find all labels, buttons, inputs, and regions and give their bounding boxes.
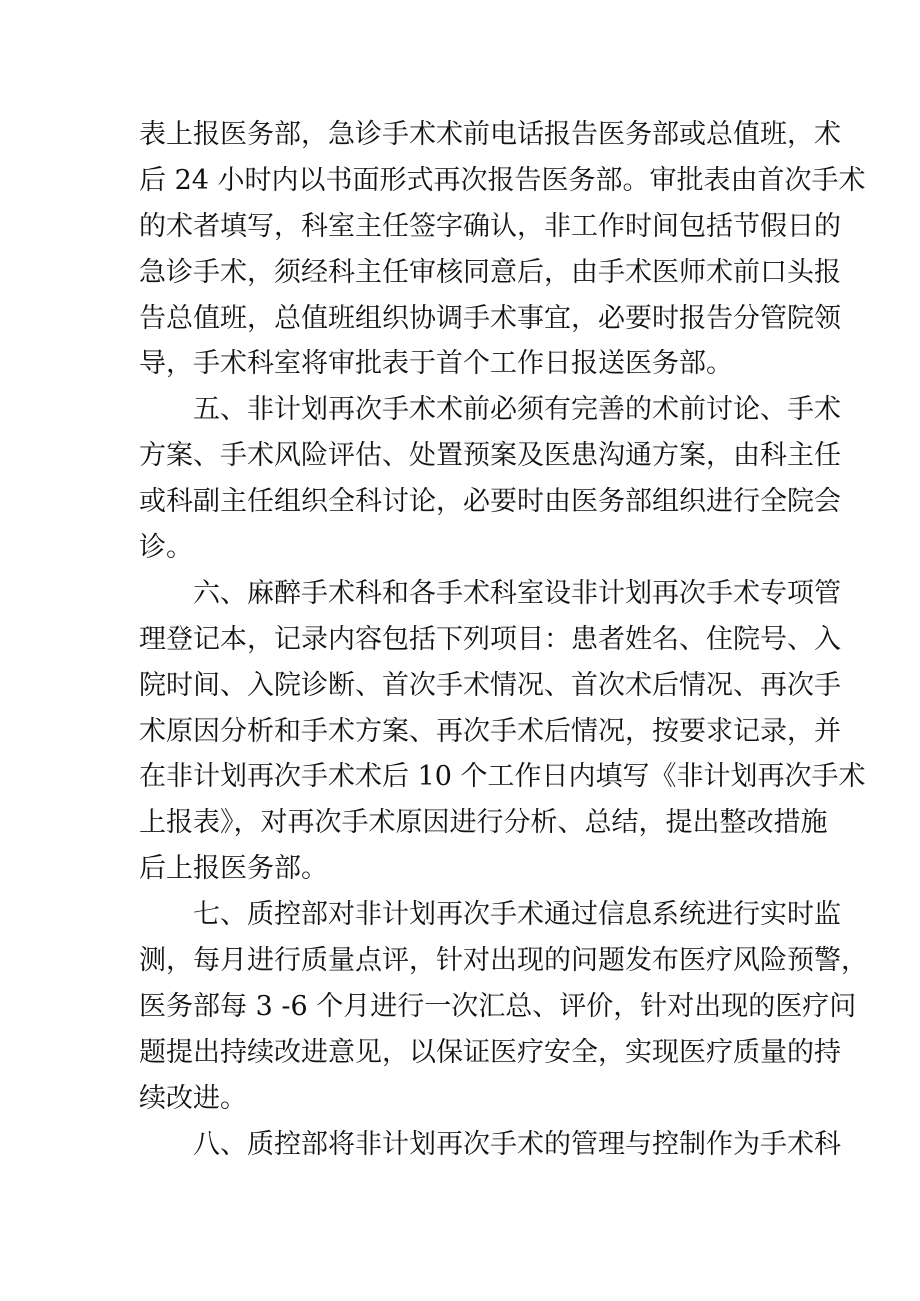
text-line: 术原因分析和手术方案、再次手术后情况，按要求记录，并 (139, 715, 841, 747)
paragraph-first-line: 七、质控部对非计划再次手术通过信息系统进行实时监 (193, 899, 841, 931)
text-line: 上报表》，对再次手术原因进行分析、总结，提出整改措施 (139, 807, 828, 839)
paragraph-first-line: 六、麻醉手术科和各手术科室设非计划再次手术专项管 (193, 577, 841, 609)
text-line: 表上报医务部，急诊手术术前电话报告医务部或总值班，术 (139, 119, 841, 150)
text-line: 的术者填写，科室主任签字确认，非工作时间包括节假日的 (139, 210, 841, 242)
text-line: 或科副主任组织全科讨论，必要时由医务部组织进行全院会 (139, 486, 841, 518)
text-line: 方案、手术风险评估、处置预案及医患沟通方案，由科主任 (139, 440, 841, 472)
document-body (139, 112, 868, 1167)
text-line: 院时间、入院诊断、首次手术情况、首次术后情况、再次手 (139, 669, 841, 701)
text-line: 理登记本，记录内容包括下列项目：患者姓名、住院号、入 (139, 623, 841, 655)
text-line: 医务部每 3 -6 个月进行一次汇总、评价，针对出现的医疗问 (139, 990, 857, 1022)
text-line: 题提出持续改进意见，以保证医疗安全，实现医疗质量的持 (139, 1036, 841, 1068)
text-line: 告总值班，总值班组织协调手术事宜，必要时报告分管院领 (139, 302, 841, 334)
text-line: 在非计划再次手术术后 10 个工作日内填写《非计划再次手术 (139, 761, 866, 793)
text-line: 测，每月进行质量点评，针对出现的问题发布医疗风险预警， (139, 945, 868, 977)
text-line: 诊。 (139, 532, 193, 564)
text-line: 续改进。 (139, 1082, 247, 1114)
text-line: 急诊手术，须经科主任审核同意后，由手术医师术前口头报 (139, 256, 841, 288)
text-line: 导，手术科室将审批表于首个工作日报送医务部。 (139, 348, 733, 380)
paragraph-first-line: 五、非计划再次手术术前必须有完善的术前讨论、手术 (193, 394, 841, 426)
text-line: 后 24 小时内以书面形式再次报告医务部。审批表由首次手术 (139, 164, 866, 196)
text-line: 后上报医务部。 (139, 853, 328, 885)
paragraph-first-line: 八、质控部将非计划再次手术的管理与控制作为手术科 (193, 1128, 841, 1160)
